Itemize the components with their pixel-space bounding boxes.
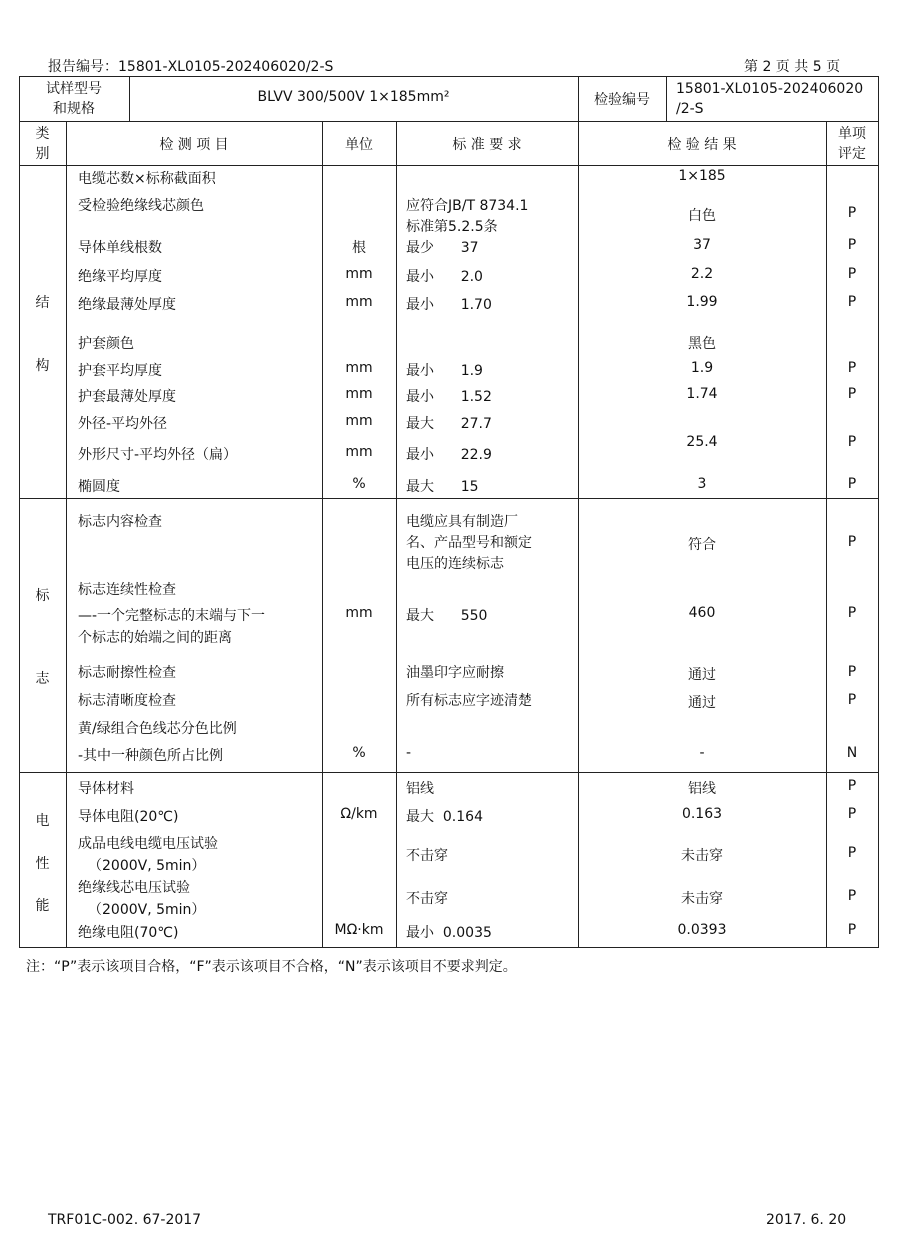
table-row-verdict: P bbox=[847, 205, 857, 221]
table-row-unit: 根 bbox=[352, 240, 366, 256]
col-result: 检 验 结 果 bbox=[667, 137, 737, 153]
col-verdict bbox=[826, 124, 878, 164]
table-row-req: 最小 0.0035 bbox=[406, 925, 492, 941]
table-row-item: 绝缘电阻(70℃) bbox=[78, 925, 179, 941]
table-row-req: - bbox=[406, 745, 412, 761]
table-row-result: 符合 bbox=[688, 537, 716, 553]
table-row-result: 黑色 bbox=[688, 336, 716, 352]
table-row-item: 导体电阻(20℃) bbox=[78, 809, 179, 825]
table-row-result: 37 bbox=[693, 237, 711, 253]
legend-note: 注：“P”表示该项目合格，“F”表示该项目不合格，“N”表示该项目不要求判定。 bbox=[26, 959, 517, 975]
table-row-item: 外径-平均外径 bbox=[78, 416, 168, 432]
group-marking-2: 志 bbox=[35, 671, 50, 687]
col-item: 检 测 项 目 bbox=[159, 137, 229, 153]
table-row-verdict: P bbox=[847, 266, 857, 282]
table-row-req: 最大 550 bbox=[406, 608, 488, 624]
inspect-no-value bbox=[676, 79, 863, 119]
table-row-req: 电压的连续标志 bbox=[406, 556, 504, 572]
table-row-verdict: P bbox=[847, 534, 857, 550]
table-row-unit: mm bbox=[345, 294, 373, 310]
table-row-req: 名、产品型号和额定 bbox=[406, 535, 532, 551]
table-row-verdict: P bbox=[847, 237, 857, 253]
table-row-item: 标志耐擦性检查 bbox=[78, 665, 176, 681]
table-row-item: （2000V, 5min） bbox=[88, 902, 206, 918]
table-row-verdict: P bbox=[847, 605, 857, 621]
table-row-result: 2.2 bbox=[690, 266, 714, 282]
table-row-item: 黄/绿组合色线芯分色比例 bbox=[78, 721, 237, 737]
model-label-line2: 和规格 bbox=[53, 101, 95, 117]
table-row-req: 油墨印字应耐擦 bbox=[406, 665, 504, 681]
table-row-result: 1.74 bbox=[686, 386, 718, 402]
table-row-unit: Ω/km bbox=[340, 806, 378, 822]
col-category-line1: 类 bbox=[35, 126, 50, 142]
table-row-verdict: P bbox=[847, 692, 857, 708]
report-number bbox=[48, 56, 333, 76]
table-row-item: -其中一种颜色所占比例 bbox=[78, 748, 224, 764]
model-label bbox=[19, 79, 129, 119]
table-row-item: 个标志的始端之间的距离 bbox=[78, 630, 232, 646]
report-number-label: 报告编号： bbox=[48, 59, 118, 75]
table-row-verdict: P bbox=[847, 922, 857, 938]
model-value: BLVV 300/500V 1×185mm² bbox=[257, 89, 450, 105]
table-row-unit: mm bbox=[345, 413, 373, 429]
table-row-req: 最小 2.0 bbox=[406, 269, 483, 285]
table-row-item: 标志连续性检查 bbox=[78, 582, 176, 598]
table-row-item: 导体材料 bbox=[78, 781, 134, 797]
col-verdict-line2: 评定 bbox=[838, 146, 866, 162]
table-row-verdict: P bbox=[847, 434, 857, 450]
table-row-verdict: P bbox=[847, 294, 857, 310]
table-row-req: 最大 27.7 bbox=[406, 416, 492, 432]
table-row-item: 标志清晰度检查 bbox=[78, 693, 176, 709]
table-row-req: 所有标志应字迹清楚 bbox=[406, 693, 532, 709]
col-category bbox=[19, 124, 66, 164]
table-row-req: 最小 1.70 bbox=[406, 297, 492, 313]
table-row-result: 25.4 bbox=[686, 434, 718, 450]
group-marking-1: 标 bbox=[35, 588, 50, 604]
inspect-no-label: 检验编号 bbox=[594, 92, 650, 108]
table-row-item: 护套最薄处厚度 bbox=[78, 389, 176, 405]
table-row-result: 0.0393 bbox=[677, 922, 727, 938]
form-number: TRF01C-002. 67-2017 bbox=[48, 1212, 202, 1228]
table-row-result: 通过 bbox=[688, 695, 716, 711]
table-row-verdict: P bbox=[847, 476, 857, 492]
table-row-result: 1×185 bbox=[678, 168, 726, 184]
table-row-verdict: P bbox=[847, 888, 857, 904]
table-row-item: 受检验绝缘线芯颜色 bbox=[78, 198, 204, 214]
group-electrical-2: 性 bbox=[35, 856, 50, 872]
table-row-item: 导体单线根数 bbox=[78, 240, 162, 256]
table-row-unit: mm bbox=[345, 386, 373, 402]
table-row-item: 标志内容检查 bbox=[78, 514, 162, 530]
table-row-item: —-一个完整标志的末端与下一 bbox=[78, 608, 266, 624]
table-row-req: 标准第5.2.5条 bbox=[406, 219, 498, 235]
group-electrical-3: 能 bbox=[35, 898, 50, 914]
col-unit: 单位 bbox=[345, 137, 373, 153]
table-row-result: 未击穿 bbox=[681, 848, 723, 864]
table-row-result: - bbox=[699, 745, 705, 761]
table-row-item: 绝缘线芯电压试验 bbox=[78, 880, 190, 896]
table-row-result: 1.99 bbox=[686, 294, 718, 310]
table-row-unit: % bbox=[352, 745, 366, 761]
table-row-req: 最小 1.52 bbox=[406, 389, 492, 405]
table-row-verdict: P bbox=[847, 806, 857, 822]
report-number-value: 15801-XL0105-202406020/2-S bbox=[118, 59, 334, 75]
col-requirement: 标 准 要 求 bbox=[452, 137, 522, 153]
model-label-line1: 试样型号 bbox=[46, 81, 102, 97]
table-row-item: 护套平均厚度 bbox=[78, 363, 162, 379]
col-verdict-line1: 单项 bbox=[838, 126, 866, 142]
table-row-item: （2000V, 5min） bbox=[88, 858, 206, 874]
table-row-result: 未击穿 bbox=[681, 891, 723, 907]
table-row-result: 0.163 bbox=[681, 806, 723, 822]
form-date: 2017. 6. 20 bbox=[766, 1212, 847, 1228]
table-row-result: 1.9 bbox=[690, 360, 714, 376]
table-row-result: 通过 bbox=[688, 667, 716, 683]
table-row-result: 白色 bbox=[688, 208, 716, 224]
table-row-req: 最小 1.9 bbox=[406, 363, 483, 379]
table-row-req: 铝线 bbox=[406, 781, 434, 797]
inspect-no-line2: /2-S bbox=[676, 101, 704, 117]
table-row-verdict: N bbox=[846, 745, 858, 761]
table-row-unit: mm bbox=[345, 444, 373, 460]
table-row-item: 绝缘最薄处厚度 bbox=[78, 297, 176, 313]
table-row-req: 最小 22.9 bbox=[406, 447, 492, 463]
table-row-item: 绝缘平均厚度 bbox=[78, 269, 162, 285]
table-row-verdict: P bbox=[847, 386, 857, 402]
table-row-item: 成品电线电缆电压试验 bbox=[78, 836, 218, 852]
table-row-item: 椭圆度 bbox=[78, 479, 120, 495]
table-row-unit: mm bbox=[345, 360, 373, 376]
table-row-result: 460 bbox=[688, 605, 716, 621]
page-info: 第 2 页 共 5 页 bbox=[744, 59, 841, 75]
table-row-req: 应符合JB/T 8734.1 bbox=[406, 198, 529, 214]
table-row-req: 最少 37 bbox=[406, 240, 479, 256]
table-row-req: 不击穿 bbox=[406, 848, 448, 864]
group-structure-1: 结 bbox=[35, 295, 50, 311]
table-row-unit: mm bbox=[345, 266, 373, 282]
table-row-verdict: P bbox=[847, 778, 857, 794]
group-structure-2: 构 bbox=[35, 358, 50, 374]
table-row-item: 护套颜色 bbox=[78, 336, 134, 352]
table-row-result: 铝线 bbox=[688, 781, 716, 797]
inspect-no-line1: 15801-XL0105-202406020 bbox=[676, 81, 864, 97]
table-row-verdict: P bbox=[847, 664, 857, 680]
table-row-result: 3 bbox=[697, 476, 707, 492]
table-row-req: 不击穿 bbox=[406, 891, 448, 907]
col-category-line2: 别 bbox=[35, 146, 50, 162]
table-row-item: 外形尺寸-平均外径（扁） bbox=[78, 447, 238, 463]
table-row-req: 电缆应具有制造厂 bbox=[406, 514, 518, 530]
table-row-unit: MΩ·km bbox=[334, 922, 384, 938]
table-row-unit: % bbox=[352, 476, 366, 492]
group-electrical-1: 电 bbox=[35, 813, 50, 829]
table-row-item: 电缆芯数×标称截面积 bbox=[78, 171, 216, 187]
table-row-unit: mm bbox=[345, 605, 373, 621]
table-row-req: 最大 15 bbox=[406, 479, 479, 495]
table-row-verdict: P bbox=[847, 845, 857, 861]
table-row-req: 最大 0.164 bbox=[406, 809, 483, 825]
table-row-verdict: P bbox=[847, 360, 857, 376]
